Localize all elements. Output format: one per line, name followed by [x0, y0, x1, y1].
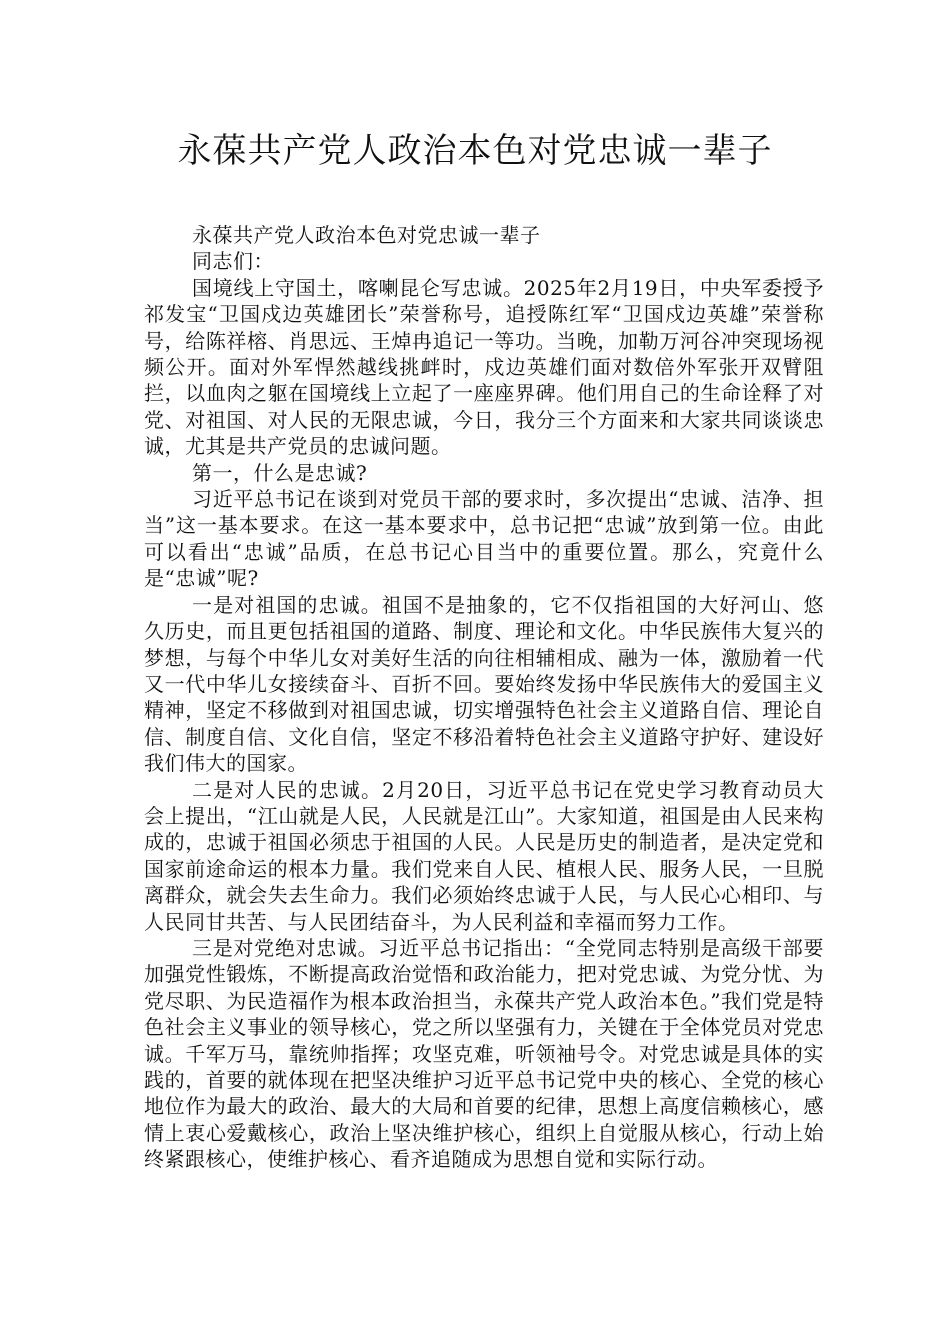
paragraph-salutation: 同志们： [192, 249, 274, 274]
paragraph-loyalty-to-people: 二是对人民的忠诚。2月20日，习近平总书记在党史学习教育动员大会上提出，“江山就是人民，人民就是江山”。大家知道，祖国是由人民来构成的，忠诚于祖国必须忠于祖国的人民。人民是历史的制造者，是决定党和国家前途命运的根本力量。我们党来自人民、植根人民、服务人民，一旦脱离群众，就会失去生命力。我们必须始终忠诚于人民，与人民心心相印、与人民同甘共苦、与人民团结奋斗，为人民利益和幸福而努力工作。 [144, 777, 824, 934]
paragraph-loyalty-definition: 习近平总书记在谈到对党员干部的要求时，多次提出“忠诚、洁净、担当”这一基本要求。在这一基本要求中，总书记把“忠诚”放到第一位。由此可以看出“忠诚”品质，在总书记心目当中的重要位置。那么，究竟什么是“忠诚”呢? [144, 487, 824, 591]
document-body [144, 222, 824, 1173]
paragraph-subtitle: 永葆共产党人政治本色对党忠诚一辈子 [192, 223, 541, 247]
paragraph-loyalty-to-motherland: 一是对祖国的忠诚。祖国不是抽象的，它不仅指祖国的大好河山、悠久历史，而且更包括祖国的道路、制度、理论和文化。中华民族伟大复兴的梦想，与每个中华儿女对美好生活的向往相辅相成、融为一体，激励着一代又一代中华儿女接续奋斗、百折不回。要始终发扬中华民族伟大的爱国主义精神，坚定不移做到对祖国忠诚，切实增强特色社会主义道路自信、理论自信、制度自信、文化自信，坚定不移沿着特色社会主义道路守护好、建设好我们伟大的国家。 [144, 592, 824, 776]
document-title: 永葆共产党人政治本色对党忠诚一辈子 [177, 131, 773, 171]
paragraph-heading-first: 第一，什么是忠诚? [192, 460, 368, 485]
paragraph-loyalty-to-party: 三是对党绝对忠诚。习近平总书记指出：“全党同志特别是高级干部要加强党性锻炼，不断提高政治觉悟和政治能力，把对党忠诚、为党分忧、为党尽职、为民造福作为根本政治担当，永葆共产党人政治本色。”我们党是特色社会主义事业的领导核心，党之所以坚强有力，关键在于全体党员对党忠诚。千军万马，靠统帅指挥；攻坚克难，听领袖号令。对党忠诚是具体的实践的，首要的就体现在把坚决维护习近平总书记党中央的核心、全党的核心地位作为最大的政治、最大的大局和首要的纪律，思想上高度信赖核心，感情上衷心爱戴核心，政治上坚决维护核心，组织上自觉服从核心，行动上始终紧跟核心，使维护核心、看齐追随成为思想自觉和实际行动。 [144, 935, 824, 1172]
paragraph-intro: 国境线上守国土，喀喇昆仑写忠诚。2025年2月19日，中央军委授予祁发宝“卫国戍边英雄团长”荣誉称号，追授陈红军“卫国戍边英雄”荣誉称号，给陈祥榕、肖思远、王焯冉追记一等功。当晚，加勒万河谷冲突现场视频公开。面对外军悍然越线挑衅时，戍边英雄们面对数倍外军张开双臂阻拦，以血肉之躯在国境线上立起了一座座界碑。他们用自己的生命诠释了对党、对祖国、对人民的无限忠诚，今日，我分三个方面来和大家共同谈谈忠诚，尤其是共产党员的忠诚问题。 [144, 275, 824, 459]
